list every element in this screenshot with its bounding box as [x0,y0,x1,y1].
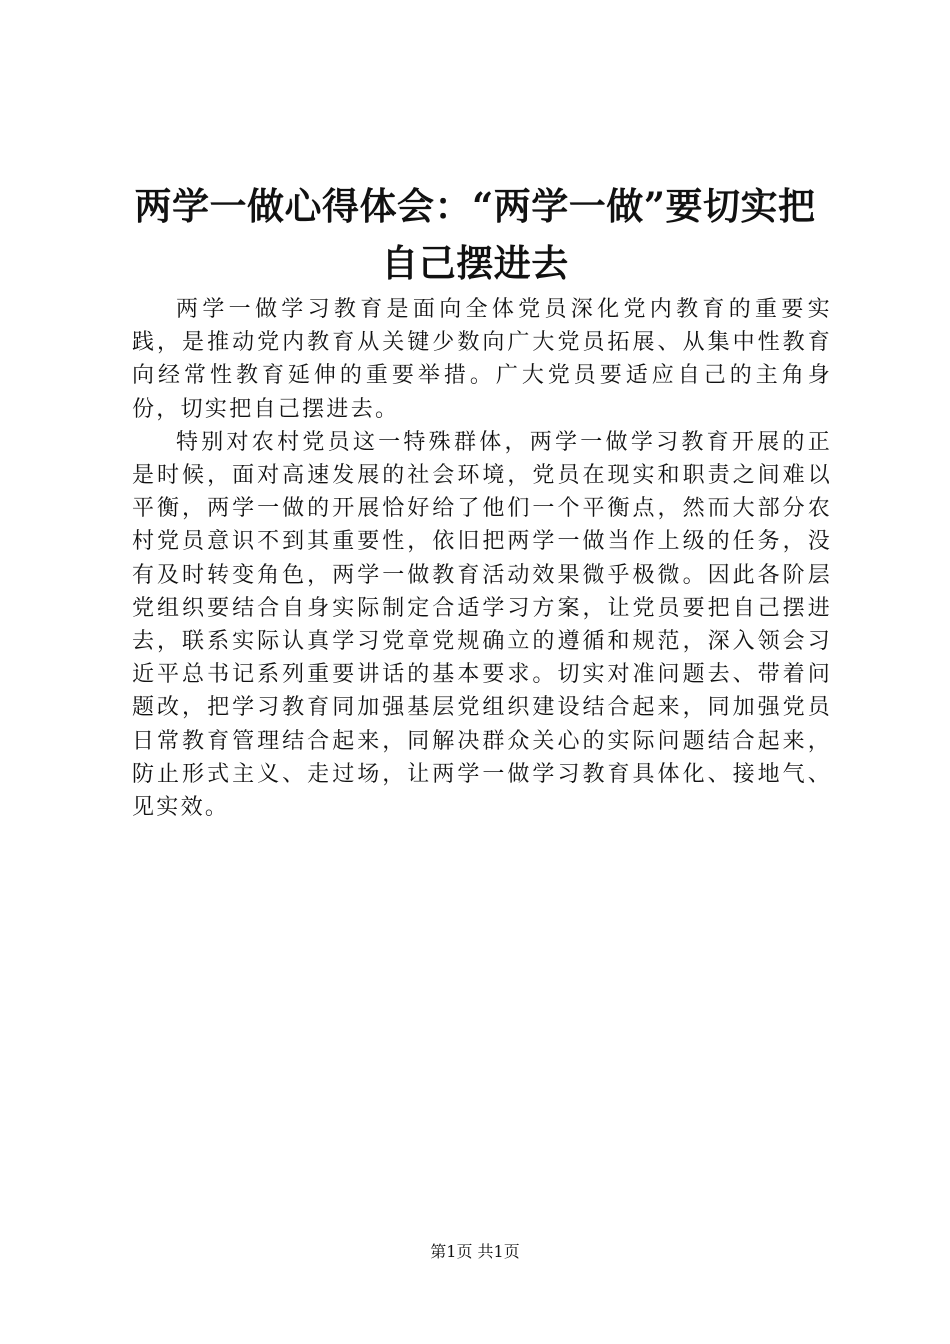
paragraph-2: 特别对农村党员这一特殊群体，两学一做学习教育开展的正是时候，面对高速发展的社会环境，党员在现实和职责之间难以平衡，两学一做的开展恰好给了他们一个平衡点，然而大部分农村党员意识不到其重要性，依旧把两学一做当作上级的任务，没有及时转变角色，两学一做教育活动效果微乎极微。因此各阶层党组织要结合自身实际制定合适学习方案，让党员要把自己摆进去，联系实际认真学习党章党规确立的遵循和规范，深入领会习近平总书记系列重要讲话的基本要求。切实对准问题去、带着问题改，把学习教育同加强基层党组织建设结合起来，同加强党员日常教育管理结合起来，同解决群众关心的实际问题结合起来，防止形式主义、走过场，让两学一做学习教育具体化、接地气、见实效。 [132,429,832,821]
document-body [132,293,832,824]
paragraph-1: 两学一做学习教育是面向全体党员深化党内教育的重要实践，是推动党内教育从关键少数向广大党员拓展、从集中性教育向经常性教育延伸的重要举措。广大党员要适应自己的主角身份，切实把自己摆进去。 [132,297,832,422]
document-title: 两学一做心得体会：“两学一做”要切实把自己摆进去 [134,184,816,285]
page-footer: 第1页 共1页 [430,1242,520,1261]
